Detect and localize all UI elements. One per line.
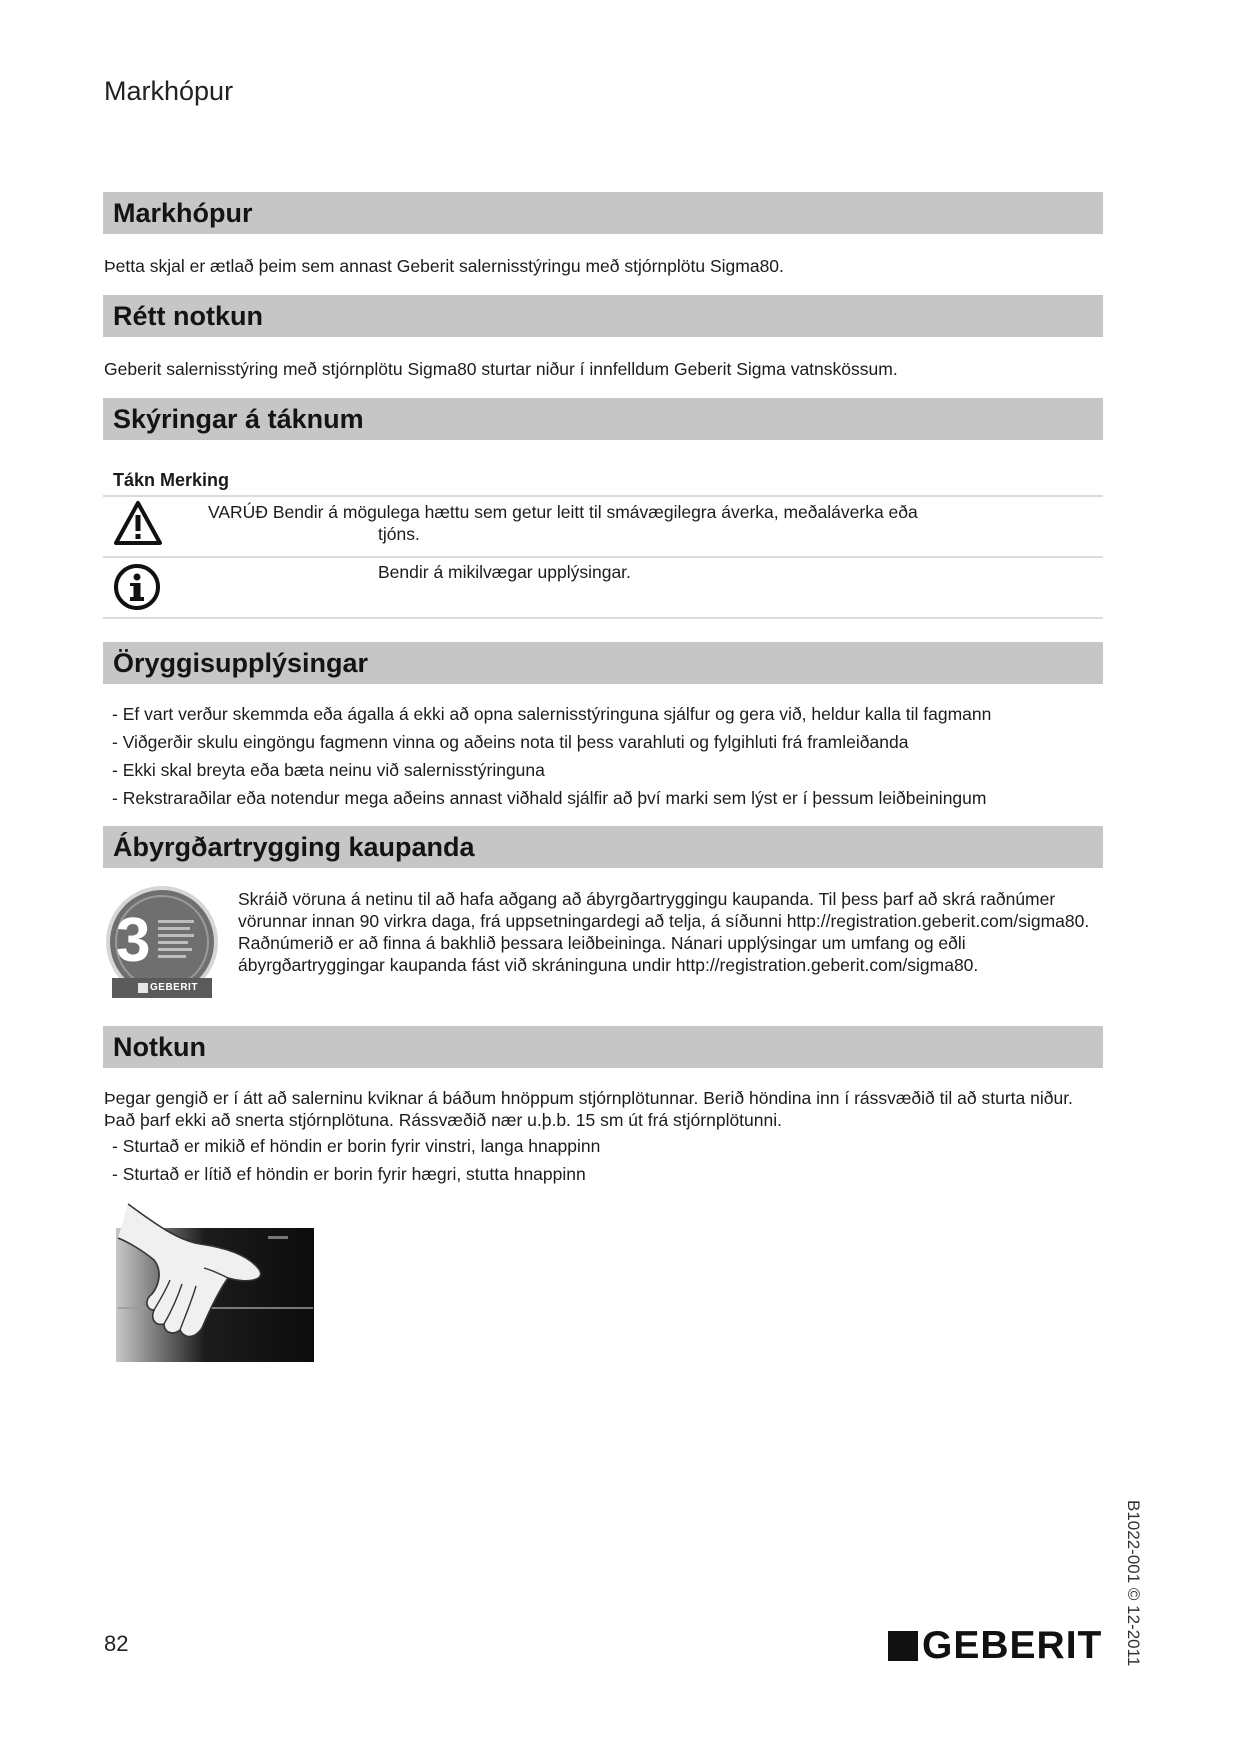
- warning-text-line1: VARÚÐ Bendir á mögulega hættu sem getur leitt til smávægilegra áverka, meðaláverka eða: [208, 502, 918, 522]
- symbols-table-header: Tákn Merking: [113, 470, 230, 490]
- warranty-badge: [102, 880, 222, 1010]
- page-number: 82: [104, 1631, 129, 1656]
- list-item: - Viðgerðir skulu eingöngu fagmenn vinna og aðeins nota til þess varahluti og fylgihluti frá framleiðanda: [112, 728, 991, 756]
- section-heading-target-group: Markhópur: [103, 192, 1103, 234]
- usage-text: Þegar gengið er í átt að salerninu kviknar á báðum hnöppum stjórnplötunnar. Berið höndina inn í rássvæðið til að sturta niður. Það þarf ekki að snerta stjórnplötuna. Rássvæðið nær u.þ.b. 15 sm út frá stjórnplötunni.: [104, 1088, 1073, 1130]
- target-group-text: Þetta skjal er ætlað þeim sem annast Geberit salernisstýringu með stjórnplötu Sigma80.: [104, 256, 784, 276]
- section-heading-safety: Öryggisupplýsingar: [103, 642, 1103, 684]
- section-heading-usage: Notkun: [103, 1026, 1103, 1068]
- symbols-table-rule: [103, 556, 1103, 558]
- running-header: Markhópur: [104, 76, 234, 106]
- warranty-text: Skráið vöruna á netinu til að hafa aðgang að ábyrgðartryggingu kaupanda. Til þess þarf að skrá raðnúmer vörunnar innan 90 virkra daga, frá uppsetningardegi að telja, á síðunni http://registration.geberit.com/sigma80. Raðnúmerið er að finna á bakhlið þessara leiðbeininga. Nánari upplýsingar um umfang og eðli ábyrgðartryggingar kaupanda fást við skráninguna undir http://registration.geberit.com/sigma80.: [238, 889, 1090, 975]
- logo-wordmark: GEBERIT: [922, 1624, 1103, 1667]
- symbols-table-rule: [103, 495, 1103, 497]
- warning-description: [208, 501, 998, 545]
- safety-list: [112, 700, 991, 812]
- info-circle-icon: [113, 563, 161, 611]
- hand-over-control-plate-illustration: [108, 1196, 318, 1366]
- geberit-logo: [888, 1624, 1103, 1667]
- warning-text-line2: tjóns.: [378, 524, 420, 544]
- list-item: - Ef vart verður skemmda eða ágalla á ekki að opna salernisstýringuna sjálfur og gera við, heldur kalla til fagmann: [112, 700, 991, 728]
- warranty-badge-number: 3: [116, 906, 151, 975]
- list-item: - Sturtað er mikið ef höndin er borin fyrir vinstri, langa hnappinn: [112, 1132, 600, 1160]
- list-item: - Sturtað er lítið ef höndin er borin fyrir hægri, stutta hnappinn: [112, 1160, 600, 1188]
- section-heading-intended-use: Rétt notkun: [103, 295, 1103, 337]
- usage-list: [112, 1132, 600, 1188]
- warranty-badge-brand: GEBERIT: [150, 982, 198, 993]
- info-description: Bendir á mikilvægar upplýsingar.: [378, 562, 631, 582]
- logo-square-mark: [888, 1631, 918, 1661]
- symbols-table-rule: [103, 617, 1103, 619]
- list-item: - Ekki skal breyta eða bæta neinu við salernisstýringuna: [112, 756, 991, 784]
- intended-use-text: Geberit salernisstýring með stjórnplötu Sigma80 sturtar niður í innfelldum Geberit Sigma vatnskössum.: [104, 359, 898, 379]
- list-item: - Rekstraraðilar eða notendur mega aðeins annast viðhald sjálfir að því marki sem lýst er í þessum leiðbeiningum: [112, 784, 991, 812]
- warning-triangle-icon: [113, 500, 163, 546]
- section-heading-symbols: Skýringar á táknum: [103, 398, 1103, 440]
- section-heading-warranty: Ábyrgðartrygging kaupanda: [103, 826, 1103, 868]
